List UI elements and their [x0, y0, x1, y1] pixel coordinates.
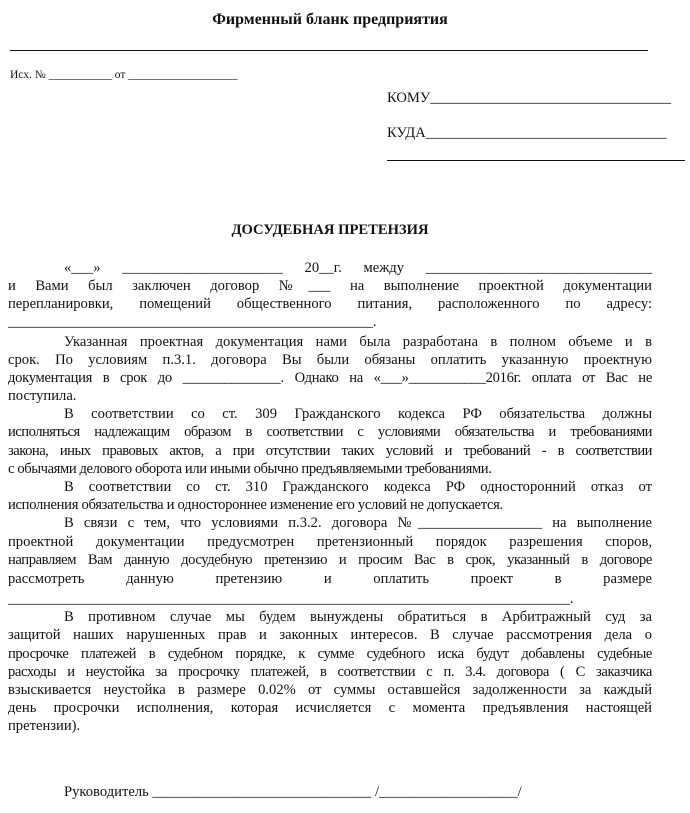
body-line: защитой наших нарушенных прав и законных интересов. В случае рассмотрения дела о: [8, 627, 652, 643]
body-line: поступила.: [8, 388, 77, 404]
body-line: претензии).: [8, 718, 81, 734]
body-line: В соответствии со ст. 310 Гражданского кодекса РФ односторонний отказ от: [64, 479, 652, 495]
address-field[interactable]: [387, 125, 667, 142]
letterhead-divider: [10, 50, 648, 51]
body-line: день просрочки исполнения, которая исчисляется с момента предъявления настоящей: [8, 700, 652, 716]
body-line: срок. По условиям п.3.1. договора Вы были обязаны оплатить указанную проектную: [8, 352, 652, 368]
body-line: документация в срок до ______________. Однако на «___»___________2016г. оплата от Вас не: [8, 370, 652, 386]
recipient-label: КОМУ: [387, 90, 431, 106]
outgoing-reference: Исх. № ___________ от ___________________: [10, 69, 238, 81]
body-line: с обычаями делового оборота или иными обычно предъявляемыми требованиями.: [8, 461, 492, 477]
body-line: проектной документации предусмотрен претензионный порядок разрешения споров,: [8, 534, 652, 550]
recipient-field[interactable]: [387, 90, 671, 107]
body-line: рассмотреть данную претензию и оплатить проект в размере: [8, 571, 652, 587]
body-line: В противном случае мы будем вынуждены обратиться в Арбитражный суд за: [64, 609, 652, 625]
body-line: _____________________________________________________________________________.: [8, 591, 574, 607]
body-line: «___» ______________________ 20__г. между _______________________________: [64, 260, 652, 276]
body-line: закона, иных правовых актов, а при отсутствии таких условий и требований - в соответствии: [8, 443, 652, 459]
address-blank: _________________________________: [425, 125, 667, 141]
body-line: исполнения обязательства и одностороннее изменение его условий не допускается.: [8, 497, 503, 513]
recipient-blank: _________________________________: [430, 90, 672, 106]
signature-line: Руководитель ______________________________ /___________________/: [64, 784, 522, 800]
body-line: просрочке платежей в судебном порядке, к сумме судебного иска будут добавлены судебные: [8, 646, 652, 662]
letterhead-title: Фирменный бланк предприятия: [212, 11, 448, 28]
body-line: взыскивается неустойка в размере 0.02% от суммы оставшейся задолженности за каждый: [8, 682, 652, 698]
body-line: расходы и неустойка за просрочку платежей, в соответствии с п. 3.4. договора ( С заказчика: [8, 664, 652, 680]
body-line: Указанная проектная документация нами была разработана в полном объеме и в: [64, 334, 652, 350]
body-line: направляем Вам данную досудебную претензию и просим Вас в срок, указанный в договоре: [8, 552, 652, 568]
document-title: ДОСУДЕБНАЯ ПРЕТЕНЗИЯ: [231, 222, 429, 238]
body-line: __________________________________________________.: [8, 314, 377, 330]
body-line: В связи с тем, что условиями п.3.2. договора №_________________ на выполнение: [64, 515, 652, 531]
body-line: и Вами был заключен договор №___ на выполнение проектной документации: [8, 278, 652, 294]
body-line: исполняться надлежащим образом в соответствии с условиями обязательства и требованиями: [8, 424, 652, 440]
address-extra-line: [387, 160, 685, 161]
body-line: перепланировки, помещений общественного питания, расположенного по адресу:: [8, 296, 652, 312]
body-line: В соответствии со ст. 309 Гражданского кодекса РФ обязательства должны: [64, 406, 652, 422]
address-label: КУДА: [387, 125, 426, 141]
